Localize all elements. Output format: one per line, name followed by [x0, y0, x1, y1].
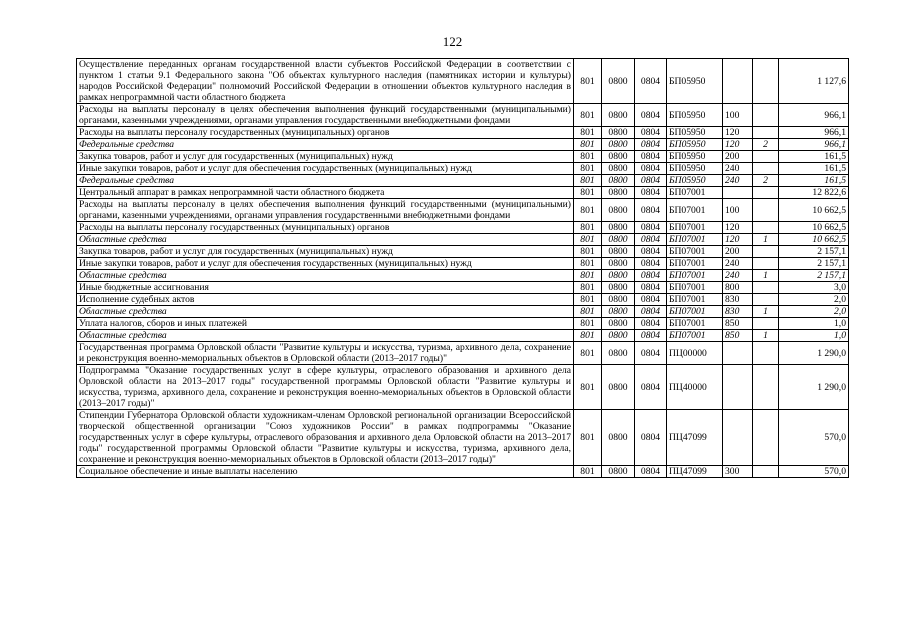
row-target-article: БП07001: [667, 306, 723, 318]
row-description: Иные закупки товаров, работ и услуг для обеспечения государственных (муниципальных) нужд: [77, 258, 574, 270]
row-target-article: БП05950: [667, 151, 723, 163]
row-expense-type: 200: [723, 246, 753, 258]
table-row: [77, 127, 849, 139]
row-grbs-code: 801: [574, 365, 602, 410]
row-funding-source: [753, 199, 779, 222]
budget-table: [76, 58, 849, 478]
row-amount: 2 157,1: [779, 258, 849, 270]
row-amount: 2,0: [779, 306, 849, 318]
row-funding-source: [753, 294, 779, 306]
table-row: [77, 410, 849, 466]
row-grbs-code: 801: [574, 294, 602, 306]
row-target-article: БП07001: [667, 330, 723, 342]
row-amount: 966,1: [779, 127, 849, 139]
row-description: Осуществление переданных органам государственной власти субъектов Российской Федерации в соответствии с пунктом 1 статьи 9.1 Федерального закона "Об объектах культурного наследия (памятниках истории и культуры) народов Российской Федерации" полномочий Российской Федерации в отношении объектов культурного наследия в рамках непрограммной части областного бюджета: [77, 59, 574, 104]
row-amount: 10 662,5: [779, 199, 849, 222]
row-subsection-code: 0804: [635, 234, 667, 246]
row-description: Исполнение судебных актов: [77, 294, 574, 306]
row-expense-type: 830: [723, 306, 753, 318]
row-description: Подпрограмма "Оказание государственных услуг в сфере культуры, отраслевого образования и архивного дела Орловской области на 2013–2017 годы" государственной программы Орловской области "Развитие культуры и искусства, туризма, архивного дела, сохранение и реконструкция военно-мемориальных объектов в Орловской области (2013–2017 годы)": [77, 365, 574, 410]
row-target-article: ПЦ40000: [667, 365, 723, 410]
row-section-code: 0800: [602, 466, 635, 478]
row-subsection-code: 0804: [635, 342, 667, 365]
row-description: Областные средства: [77, 330, 574, 342]
row-expense-type: 850: [723, 330, 753, 342]
row-section-code: 0800: [602, 104, 635, 127]
row-description: Государственная программа Орловской области "Развитие культуры и искусства, туризма, архивного дела, сохранение и реконструкция военно-мемориальных объектов в Орловской области (2013–2017 годы)": [77, 342, 574, 365]
row-subsection-code: 0804: [635, 104, 667, 127]
row-target-article: БП05950: [667, 139, 723, 151]
row-amount: 2 157,1: [779, 246, 849, 258]
row-funding-source: [753, 282, 779, 294]
table-row: [77, 365, 849, 410]
row-description: Областные средства: [77, 306, 574, 318]
row-funding-source: [753, 365, 779, 410]
row-funding-source: [753, 127, 779, 139]
row-subsection-code: 0804: [635, 222, 667, 234]
row-subsection-code: 0804: [635, 258, 667, 270]
row-amount: 10 662,5: [779, 234, 849, 246]
row-section-code: 0800: [602, 294, 635, 306]
row-target-article: БП07001: [667, 246, 723, 258]
row-amount: 1 127,6: [779, 59, 849, 104]
row-target-article: БП05950: [667, 59, 723, 104]
row-grbs-code: 801: [574, 163, 602, 175]
row-expense-type: 120: [723, 222, 753, 234]
table-row: [77, 151, 849, 163]
row-subsection-code: 0804: [635, 270, 667, 282]
row-grbs-code: 801: [574, 222, 602, 234]
row-section-code: 0800: [602, 175, 635, 187]
row-expense-type: 850: [723, 318, 753, 330]
row-description: Стипендии Губернатора Орловской области художникам-членам Орловской региональной организации Всероссийской творческой общественной организации "Союз художников России" в рамках подпрограммы "Оказание государственных услуг в сфере культуры, отраслевого образования и архивного дела Орловской области на 2013–2017 годы" государственной программы Орловской области "Развитие культуры и искусства, туризма, архивного дела, сохранение и реконструкция военно-мемориальных объектов в Орловской области (2013–2017 годы)": [77, 410, 574, 466]
row-amount: 1,0: [779, 330, 849, 342]
row-section-code: 0800: [602, 246, 635, 258]
row-section-code: 0800: [602, 410, 635, 466]
row-grbs-code: 801: [574, 151, 602, 163]
row-expense-type: 120: [723, 127, 753, 139]
row-target-article: БП05950: [667, 163, 723, 175]
row-subsection-code: 0804: [635, 365, 667, 410]
table-row: [77, 330, 849, 342]
table-row: [77, 258, 849, 270]
row-amount: 2,0: [779, 294, 849, 306]
row-section-code: 0800: [602, 318, 635, 330]
row-amount: 570,0: [779, 410, 849, 466]
row-description: Областные средства: [77, 270, 574, 282]
row-target-article: БП07001: [667, 318, 723, 330]
row-subsection-code: 0804: [635, 306, 667, 318]
row-subsection-code: 0804: [635, 175, 667, 187]
table-row: [77, 342, 849, 365]
table-row: [77, 163, 849, 175]
table-row: [77, 222, 849, 234]
table-row: [77, 270, 849, 282]
row-grbs-code: 801: [574, 246, 602, 258]
row-amount: 2 157,1: [779, 270, 849, 282]
row-grbs-code: 801: [574, 318, 602, 330]
row-section-code: 0800: [602, 258, 635, 270]
row-amount: 1,0: [779, 318, 849, 330]
table-row: [77, 294, 849, 306]
row-expense-type: 240: [723, 175, 753, 187]
row-expense-type: 200: [723, 151, 753, 163]
row-amount: 966,1: [779, 139, 849, 151]
row-section-code: 0800: [602, 139, 635, 151]
row-target-article: БП05950: [667, 104, 723, 127]
row-description: Областные средства: [77, 234, 574, 246]
row-section-code: 0800: [602, 59, 635, 104]
table-row: [77, 306, 849, 318]
row-funding-source: 1: [753, 306, 779, 318]
row-funding-source: [753, 342, 779, 365]
row-description: Иные бюджетные ассигнования: [77, 282, 574, 294]
row-description: Расходы на выплаты персоналу государственных (муниципальных) органов: [77, 222, 574, 234]
row-target-article: БП05950: [667, 175, 723, 187]
row-amount: 161,5: [779, 151, 849, 163]
row-expense-type: 830: [723, 294, 753, 306]
row-expense-type: [723, 410, 753, 466]
row-expense-type: 300: [723, 466, 753, 478]
row-description: Уплата налогов, сборов и иных платежей: [77, 318, 574, 330]
row-subsection-code: 0804: [635, 151, 667, 163]
table-row: [77, 234, 849, 246]
page-number: 122: [442, 34, 463, 49]
row-expense-type: 800: [723, 282, 753, 294]
row-section-code: 0800: [602, 282, 635, 294]
row-section-code: 0800: [602, 151, 635, 163]
row-target-article: БП07001: [667, 270, 723, 282]
row-section-code: 0800: [602, 127, 635, 139]
row-grbs-code: 801: [574, 258, 602, 270]
row-amount: 3,0: [779, 282, 849, 294]
row-section-code: 0800: [602, 222, 635, 234]
row-grbs-code: 801: [574, 187, 602, 199]
table-row: [77, 59, 849, 104]
row-target-article: БП07001: [667, 187, 723, 199]
row-funding-source: 2: [753, 139, 779, 151]
row-target-article: ПЦ00000: [667, 342, 723, 365]
row-target-article: БП05950: [667, 127, 723, 139]
row-description: Центральный аппарат в рамках непрограммной части областного бюджета: [77, 187, 574, 199]
table-row: [77, 175, 849, 187]
row-funding-source: [753, 187, 779, 199]
row-amount: 161,5: [779, 163, 849, 175]
row-description: Закупка товаров, работ и услуг для государственных (муниципальных) нужд: [77, 246, 574, 258]
row-target-article: БП07001: [667, 258, 723, 270]
row-subsection-code: 0804: [635, 139, 667, 151]
row-target-article: БП07001: [667, 234, 723, 246]
row-subsection-code: 0804: [635, 127, 667, 139]
row-funding-source: [753, 246, 779, 258]
row-subsection-code: 0804: [635, 282, 667, 294]
row-grbs-code: 801: [574, 282, 602, 294]
row-expense-type: 100: [723, 104, 753, 127]
row-target-article: ПЦ47099: [667, 410, 723, 466]
row-amount: 161,5: [779, 175, 849, 187]
row-description: Закупка товаров, работ и услуг для государственных (муниципальных) нужд: [77, 151, 574, 163]
row-amount: 12 822,6: [779, 187, 849, 199]
table-row: [77, 139, 849, 151]
budget-table-body: [77, 59, 849, 478]
row-grbs-code: 801: [574, 466, 602, 478]
row-section-code: 0800: [602, 270, 635, 282]
row-funding-source: [753, 151, 779, 163]
row-target-article: БП07001: [667, 294, 723, 306]
row-target-article: БП07001: [667, 282, 723, 294]
table-row: [77, 466, 849, 478]
row-subsection-code: 0804: [635, 163, 667, 175]
row-description: Расходы на выплаты персоналу в целях обеспечения выполнения функций государственными (муниципальными) органами, казенными учреждениями, органами управления государственными внебюджетными фондами: [77, 199, 574, 222]
row-target-article: ПЦ47099: [667, 466, 723, 478]
table-row: [77, 318, 849, 330]
row-grbs-code: 801: [574, 410, 602, 466]
row-amount: 10 662,5: [779, 222, 849, 234]
table-row: [77, 282, 849, 294]
row-description: Федеральные средства: [77, 175, 574, 187]
row-subsection-code: 0804: [635, 187, 667, 199]
row-expense-type: 240: [723, 163, 753, 175]
row-funding-source: [753, 466, 779, 478]
row-section-code: 0800: [602, 330, 635, 342]
row-description: Социальное обеспечение и иные выплаты населению: [77, 466, 574, 478]
row-grbs-code: 801: [574, 175, 602, 187]
row-expense-type: [723, 59, 753, 104]
row-grbs-code: 801: [574, 59, 602, 104]
row-description: Федеральные средства: [77, 139, 574, 151]
row-funding-source: [753, 258, 779, 270]
row-grbs-code: 801: [574, 104, 602, 127]
row-target-article: БП07001: [667, 199, 723, 222]
row-expense-type: [723, 342, 753, 365]
row-expense-type: 100: [723, 199, 753, 222]
row-expense-type: 120: [723, 139, 753, 151]
row-funding-source: [753, 59, 779, 104]
row-section-code: 0800: [602, 342, 635, 365]
row-section-code: 0800: [602, 365, 635, 410]
row-section-code: 0800: [602, 234, 635, 246]
row-target-article: БП07001: [667, 222, 723, 234]
row-subsection-code: 0804: [635, 410, 667, 466]
row-amount: 966,1: [779, 104, 849, 127]
row-expense-type: 240: [723, 258, 753, 270]
row-section-code: 0800: [602, 187, 635, 199]
row-grbs-code: 801: [574, 199, 602, 222]
row-expense-type: 240: [723, 270, 753, 282]
row-grbs-code: 801: [574, 306, 602, 318]
row-section-code: 0800: [602, 163, 635, 175]
row-description: Расходы на выплаты персоналу в целях обеспечения выполнения функций государственными (муниципальными) органами, казенными учреждениями, органами управления государственными внебюджетными фондами: [77, 104, 574, 127]
row-subsection-code: 0804: [635, 199, 667, 222]
row-amount: 1 290,0: [779, 342, 849, 365]
row-grbs-code: 801: [574, 342, 602, 365]
table-row: [77, 187, 849, 199]
row-subsection-code: 0804: [635, 330, 667, 342]
row-subsection-code: 0804: [635, 246, 667, 258]
row-description: Иные закупки товаров, работ и услуг для обеспечения государственных (муниципальных) нужд: [77, 163, 574, 175]
row-section-code: 0800: [602, 306, 635, 318]
table-row: [77, 104, 849, 127]
row-funding-source: 2: [753, 175, 779, 187]
row-funding-source: [753, 222, 779, 234]
row-funding-source: [753, 163, 779, 175]
row-funding-source: 1: [753, 234, 779, 246]
row-expense-type: [723, 187, 753, 199]
row-subsection-code: 0804: [635, 318, 667, 330]
row-expense-type: [723, 365, 753, 410]
row-amount: 570,0: [779, 466, 849, 478]
row-expense-type: 120: [723, 234, 753, 246]
row-subsection-code: 0804: [635, 294, 667, 306]
row-grbs-code: 801: [574, 139, 602, 151]
row-funding-source: [753, 410, 779, 466]
row-amount: 1 290,0: [779, 365, 849, 410]
row-grbs-code: 801: [574, 127, 602, 139]
row-grbs-code: 801: [574, 330, 602, 342]
row-subsection-code: 0804: [635, 59, 667, 104]
row-funding-source: [753, 104, 779, 127]
row-section-code: 0800: [602, 199, 635, 222]
row-grbs-code: 801: [574, 270, 602, 282]
row-funding-source: 1: [753, 330, 779, 342]
row-funding-source: [753, 318, 779, 330]
row-grbs-code: 801: [574, 234, 602, 246]
row-subsection-code: 0804: [635, 466, 667, 478]
table-row: [77, 199, 849, 222]
table-row: [77, 246, 849, 258]
row-description: Расходы на выплаты персоналу государственных (муниципальных) органов: [77, 127, 574, 139]
row-funding-source: 1: [753, 270, 779, 282]
